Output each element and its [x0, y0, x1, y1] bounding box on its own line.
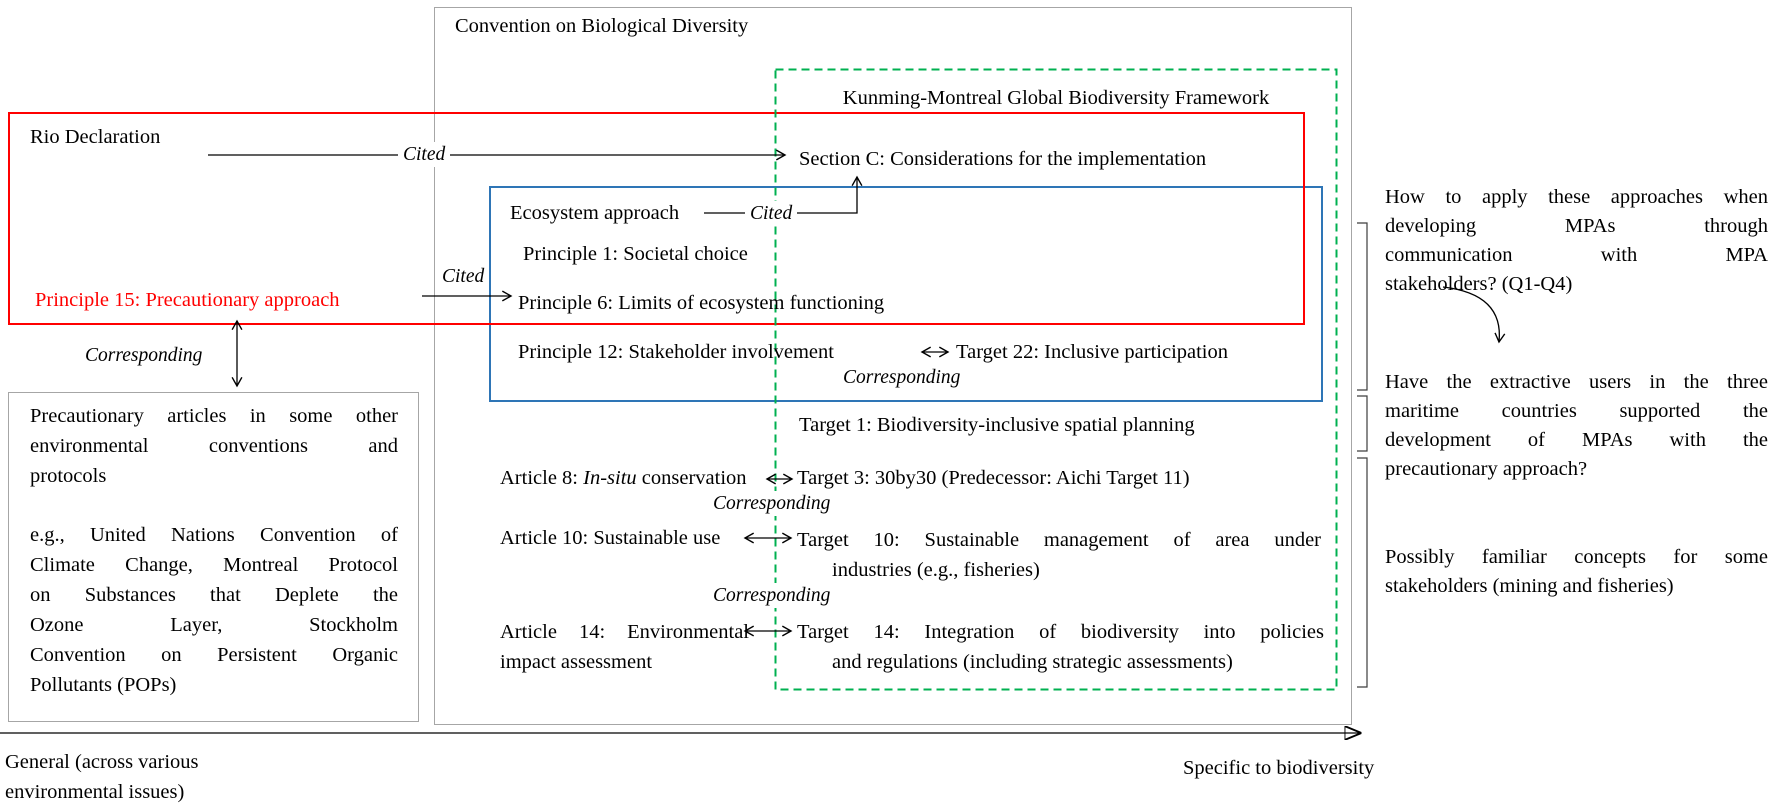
gbf-title: Kunming-Montreal Global Biodiversity Framework: [842, 87, 1270, 109]
corresponding-label-a8: Corresponding: [708, 491, 835, 516]
corresponding-label-left: Corresponding: [80, 343, 207, 368]
bracket-ecosystem: [1357, 223, 1367, 390]
corresponding-label-p12: Corresponding: [838, 365, 965, 390]
precautionary-box-text: [30, 401, 398, 700]
target3-text: Target 3: 30by30 (Predecessor: Aichi Target 11): [797, 467, 1190, 489]
cited-label-p15: Cited: [437, 264, 489, 289]
article14-text: Article 14: Environmental impact assessment: [500, 621, 749, 673]
ecosystem-title: Ecosystem approach: [510, 202, 680, 224]
precautionary-paragraph: Precautionary articles in some other environmental conventions and protocols: [30, 405, 398, 487]
precautionary-examples: e.g., United Nations Convention of Climate Change, Montreal Protocol on Substances that Deplete the Ozone Layer, Stockholm Convention on Persistent Organic Pollutants (POPs): [30, 524, 398, 696]
bracket-articles: [1357, 458, 1367, 687]
rio-title: Rio Declaration: [30, 126, 161, 148]
article8-text: [500, 465, 747, 493]
target22-text: Target 22: Inclusive participation: [956, 341, 1229, 363]
question-q2-text: Have the extractive users in the three maritime countries supported the development of MPAs with the precautionary approach?: [1385, 371, 1768, 480]
target14-text: Target 14: Integration of biodiversity into policies and regulations (including strategic assessments): [797, 621, 1324, 673]
principle12-text: Principle 12: Stakeholder involvement: [518, 341, 834, 363]
cited-label-rio: Cited: [398, 142, 450, 167]
principle6-text: Principle 6: Limits of ecosystem functioning: [518, 292, 885, 314]
article8-insitu: In-situ: [583, 467, 637, 489]
article8-prefix: Article 8:: [500, 467, 584, 489]
question-q1-text: How to apply these approaches when developing MPAs through communication with MPA stakeholders? (Q1-Q4): [1385, 186, 1768, 295]
principle1-text: Principle 1: Societal choice: [523, 243, 748, 265]
corresponding-label-a14: Corresponding: [708, 583, 835, 608]
axis-label-general: General (across various environmental issues): [5, 751, 199, 803]
section-c-text: Section C: Considerations for the implementation: [799, 148, 1207, 170]
axis-label-specific: Specific to biodiversity: [1183, 757, 1375, 779]
target1-text: Target 1: Biodiversity-inclusive spatial planning: [799, 414, 1195, 436]
article8-suffix: conservation: [636, 467, 747, 489]
target10-text: Target 10: Sustainable management of area under industries (e.g., fisheries): [797, 529, 1321, 581]
article10-text: Article 10: Sustainable use: [500, 527, 721, 549]
cited-label-ecosystem: Cited: [745, 201, 797, 226]
cbd-title: Convention on Biological Diversity: [455, 15, 749, 37]
familiar-concepts-note: Possibly familiar concepts for some stakeholders (mining and fisheries): [1385, 546, 1768, 597]
bracket-target1: [1357, 396, 1367, 451]
principle15-text: Principle 15: Precautionary approach: [35, 289, 340, 311]
